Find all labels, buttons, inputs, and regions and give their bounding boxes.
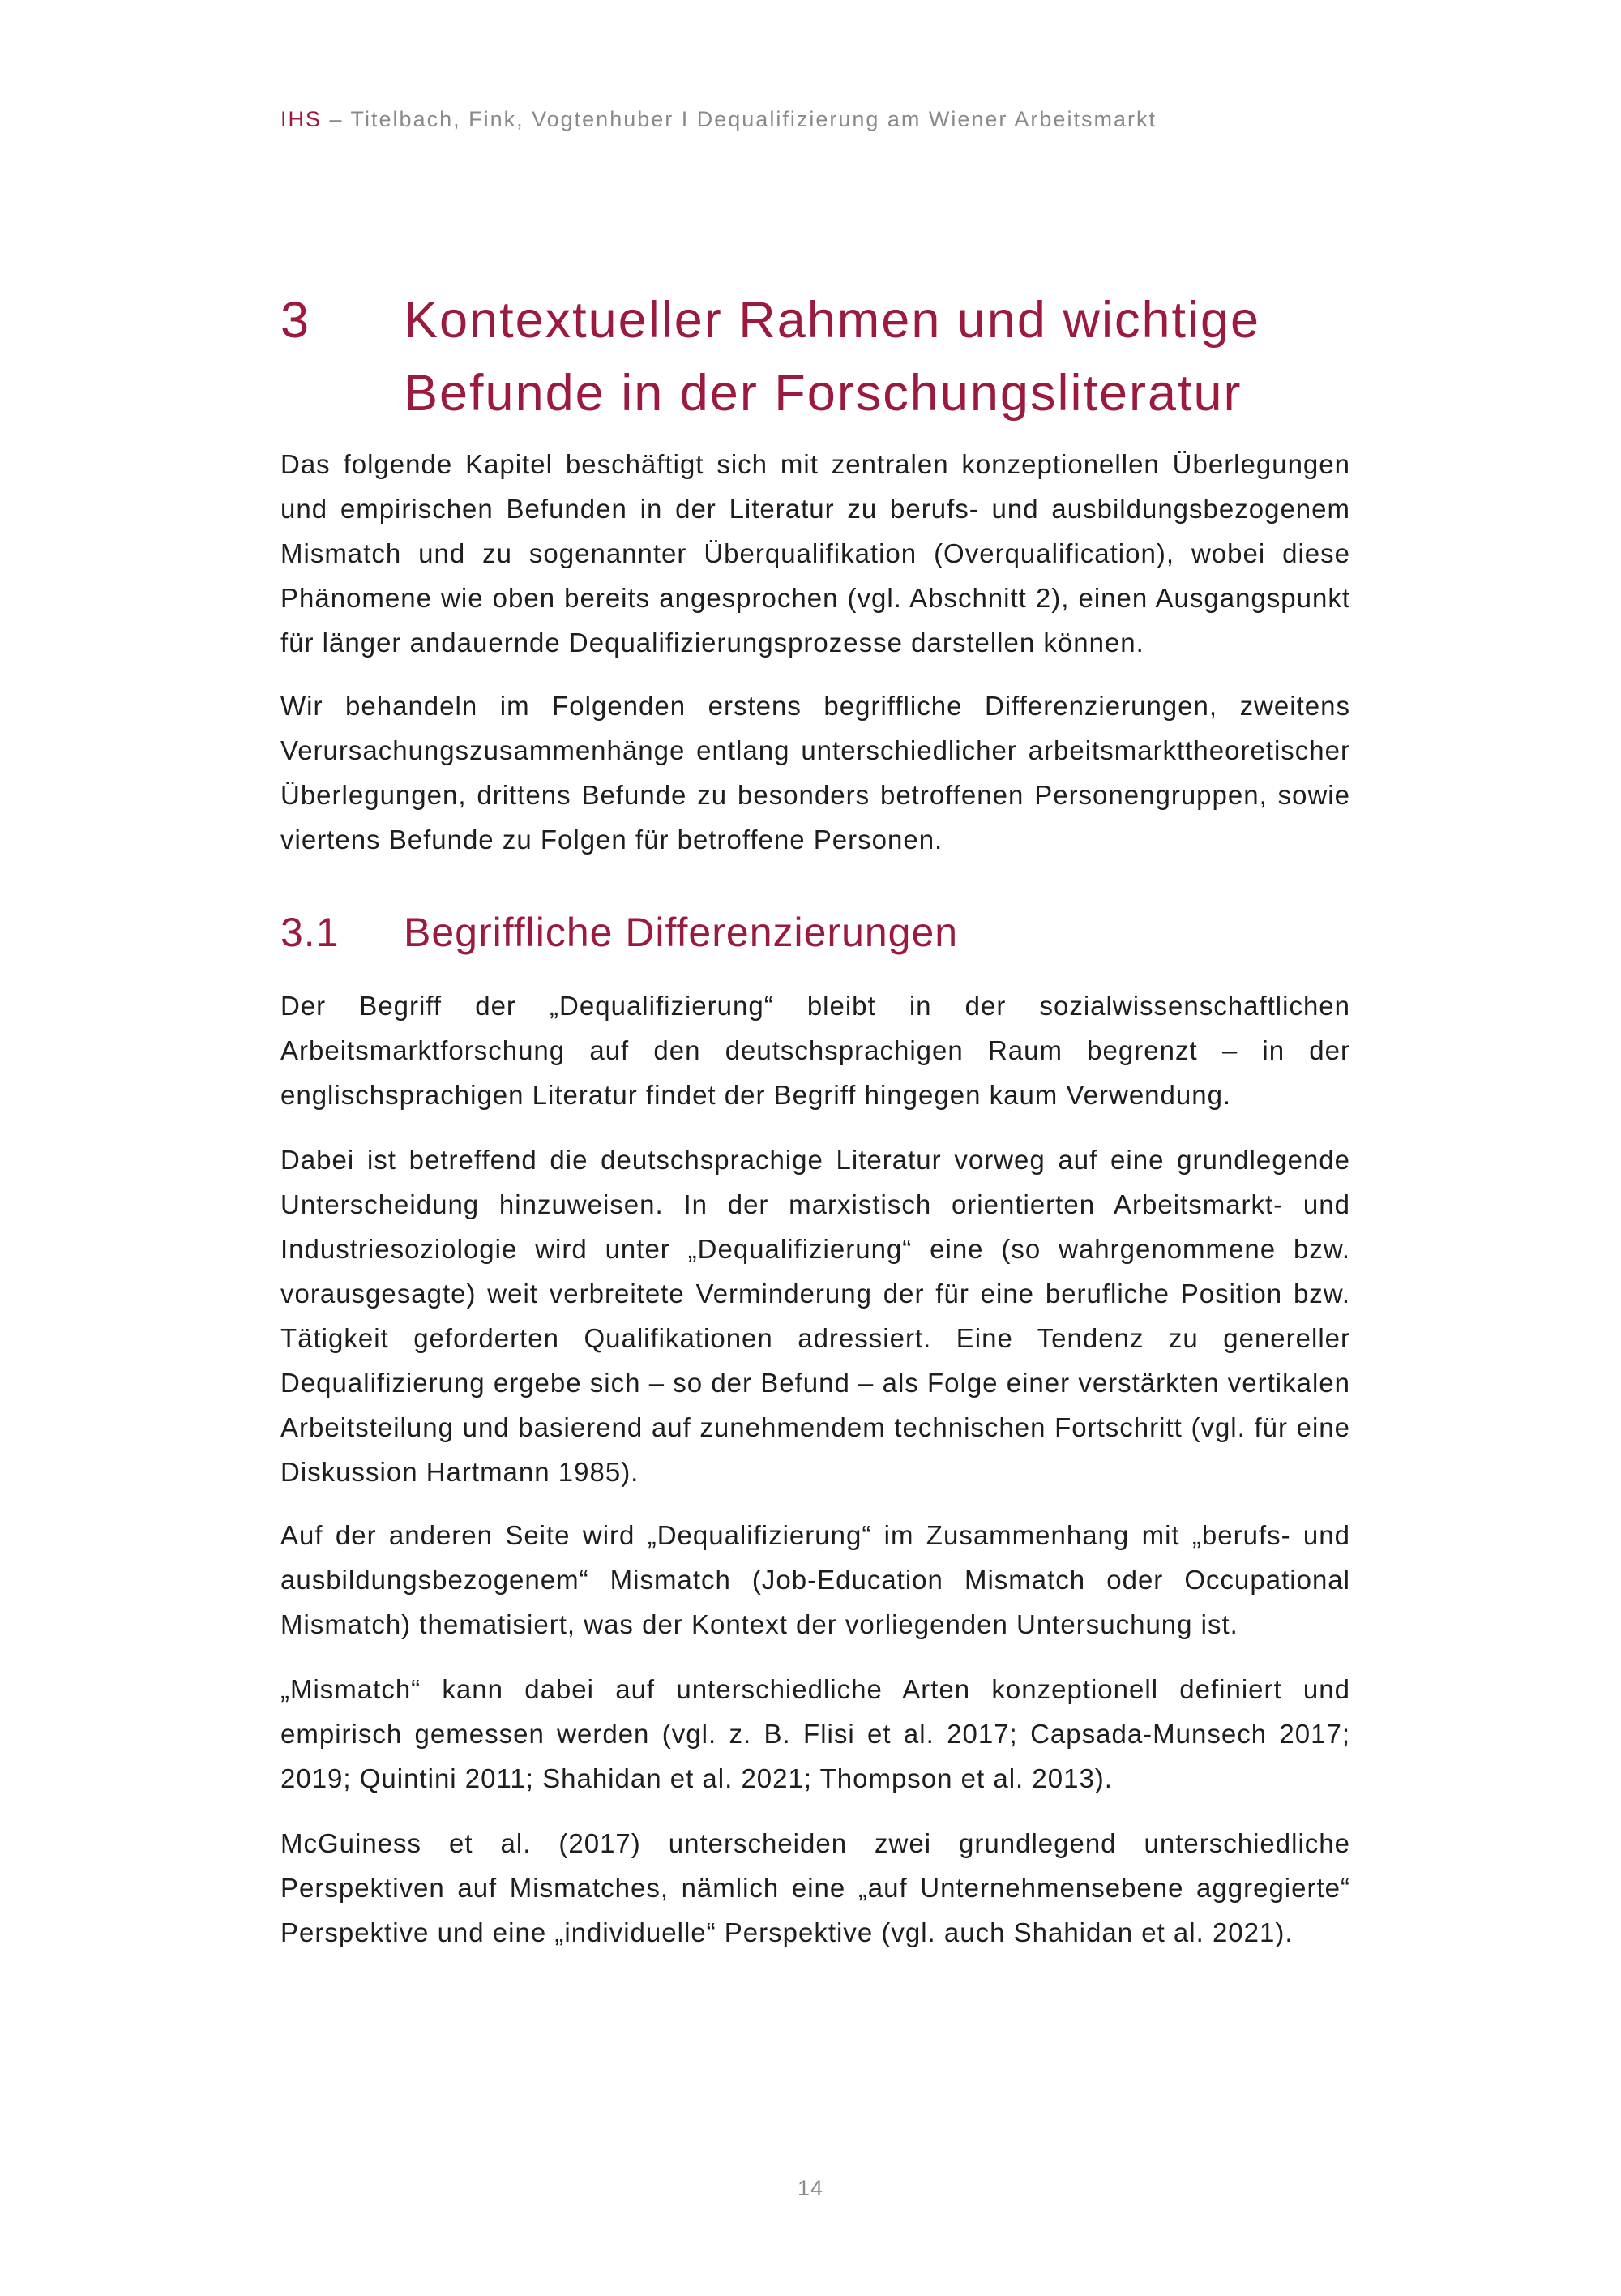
chapter-number: 3 bbox=[280, 292, 311, 349]
section-paragraph-4: „Mismatch“ kann dabei auf unterschiedliche Arten konzeptionell definiert und empirisch gemessen werden (vgl. z. B. Flisi et al. 2017; Capsada-Munsech 2017; 2019; Quintini 2011; Shahidan et al. 2021; Thompson et al. 2013). bbox=[280, 1674, 1350, 1793]
running-header bbox=[280, 107, 1157, 132]
section-paragraph-5: McGuiness et al. (2017) unterscheiden zwei grundlegend unterschiedliche Perspektiven auf Mismatches, nämlich eine „auf Unternehmensebene aggregierte“ Perspektive und eine „individuelle“ Perspektive (vgl. auch Shahidan et al. 2021). bbox=[280, 1828, 1350, 1947]
section-paragraph-2: Dabei ist betreffend die deutschsprachige Literatur vorweg auf eine grundlegende Unterscheidung hinzuweisen. In der marxistisch orientierten Arbeitsmarkt- und Industriesoziologie wird unter „Dequalifizierung“ eine (so wahrgenommene bzw. vorausgesagte) weit verbreitete Verminderung der für eine berufliche Position bzw. Tätigkeit geforderten Qualifikationen adressiert. Eine Tendenz zu genereller Dequalifizierung ergebe sich – so der Befund – als Folge einer verstärkten vertikalen Arbeitsteilung und basierend auf zunehmendem technischen Fortschritt (vgl. für eine Diskussion Hartmann 1985). bbox=[280, 1145, 1350, 1487]
section-number: 3.1 bbox=[280, 910, 340, 955]
section-paragraph-1: Der Begriff der „Dequalifizierung“ bleibt in der sozialwissenschaftlichen Arbeitsmarktforschung auf den deutschsprachigen Raum begrenzt – in der englischsprachigen Literatur findet der Begriff hingegen kaum Verwendung. bbox=[280, 991, 1350, 1110]
section-heading bbox=[280, 900, 1350, 965]
intro-paragraph-2: Wir behandeln im Folgenden erstens begriffliche Differenzierungen, zweitens Verursachungszusammenhänge entlang unterschiedlicher arbeitsmarkttheoretischer Überlegungen, drittens Befunde zu besonders betroffenen Personengruppen, sowie viertens Befunde zu Folgen für betroffene Personen. bbox=[280, 691, 1350, 855]
header-brand: IHS bbox=[280, 107, 323, 131]
section-paragraph-3: Auf der anderen Seite wird „Dequalifizierung“ im Zusammenhang mit „berufs- und ausbildungsbezogenem“ Mismatch (Job-Education Mismatch oder Occupational Mismatch) thematisiert, was der Kontext der vorliegenden Untersuchung ist. bbox=[280, 1520, 1350, 1639]
page-number: 14 bbox=[797, 2176, 824, 2200]
section-title: Begriffliche Differenzierungen bbox=[404, 910, 959, 955]
intro-paragraph-1: Das folgende Kapitel beschäftigt sich mit zentralen konzeptionellen Überlegungen und empirischen Befunden in der Literatur zu berufs- und ausbildungsbezogenem Mismatch und zu sogenannter Überqualifikation (Overqualification), wobei diese Phänomene wie oben bereits angesprochen (vgl. Abschnitt 2), einen Ausgangspunkt für länger andauernde Dequalifizierungsprozesse darstellen können. bbox=[280, 449, 1350, 658]
chapter-heading bbox=[280, 284, 1350, 430]
chapter-title: Kontextueller Rahmen und wichtige Befunde in der Forschungsliteratur bbox=[404, 292, 1261, 422]
header-text: – Titelbach, Fink, Vogtenhuber I Dequalifizierung am Wiener Arbeitsmarkt bbox=[322, 107, 1157, 131]
